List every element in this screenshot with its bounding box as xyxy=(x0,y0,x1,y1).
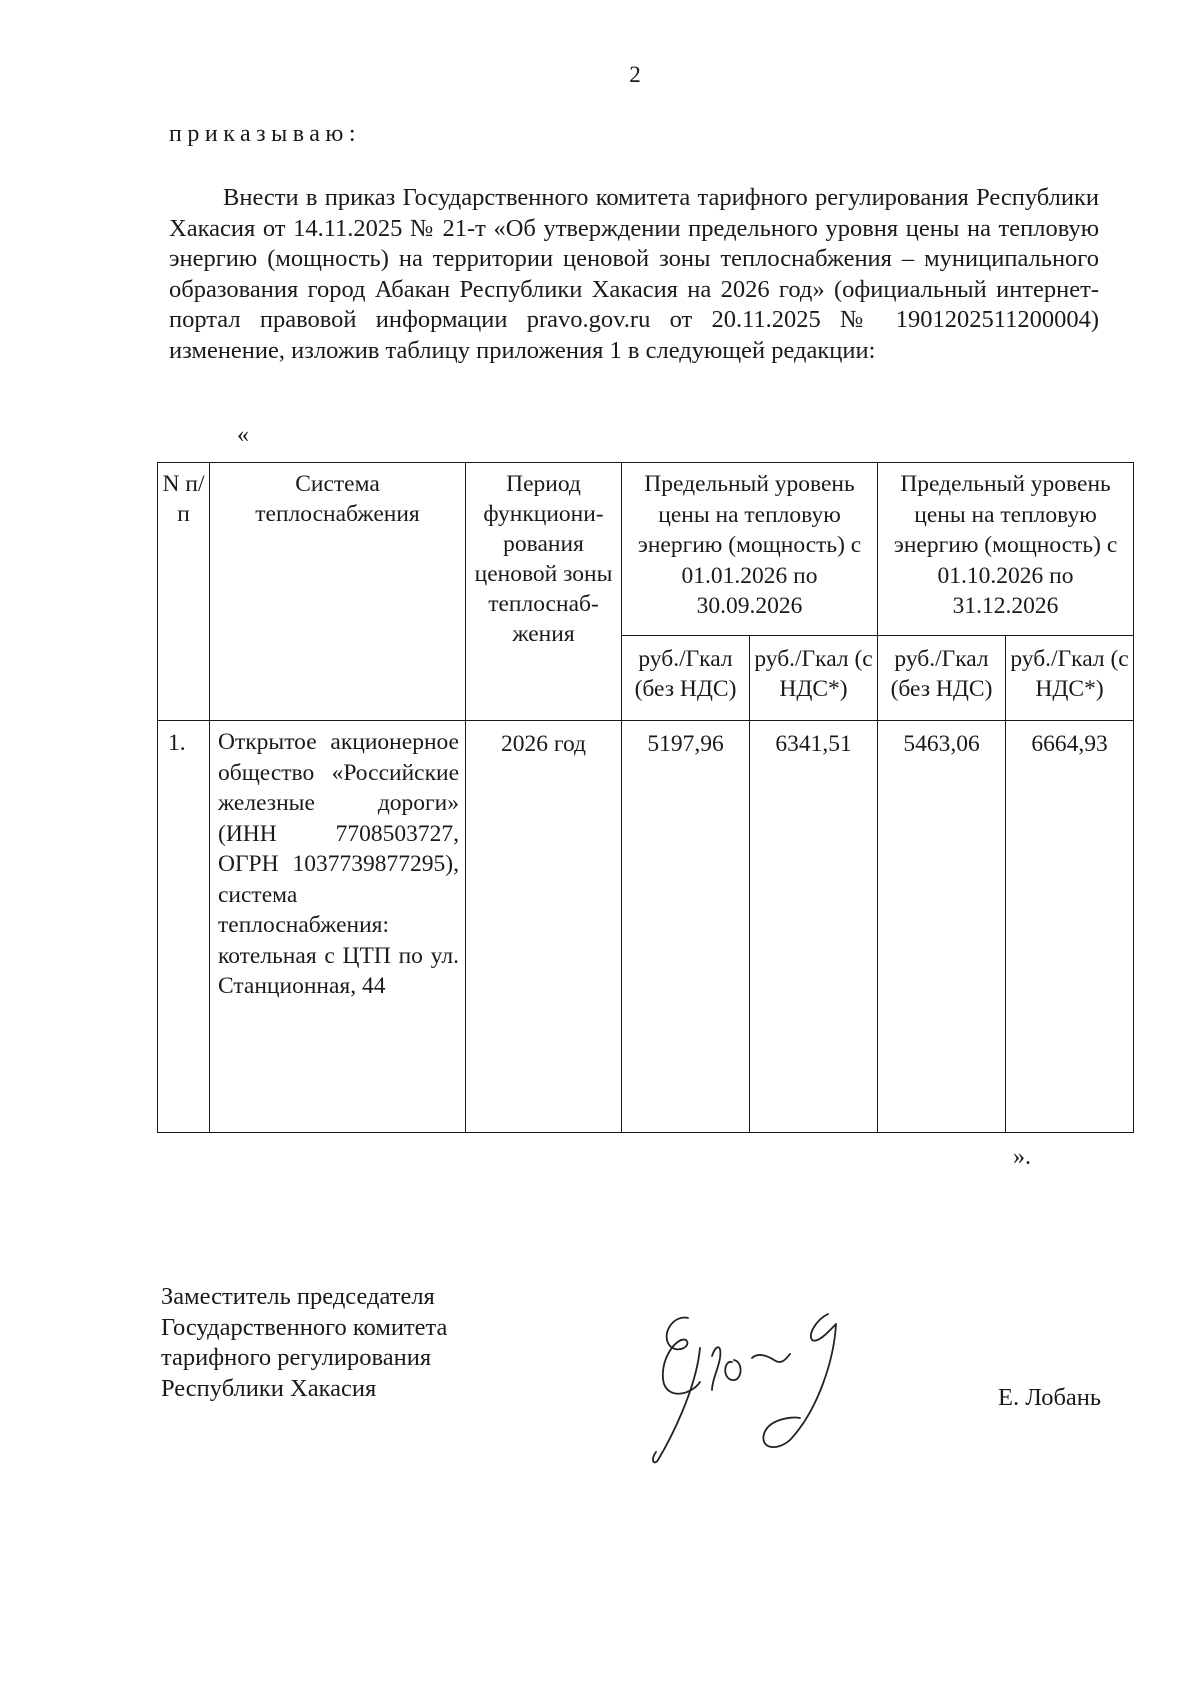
row-price1-no-vat: 5197,96 xyxy=(622,721,750,1133)
signer-title xyxy=(161,1282,447,1404)
handwritten-signature xyxy=(640,1300,880,1470)
unit-vat-1: руб./Гкал (с НДС*) xyxy=(750,636,878,721)
amendment-text: Внести в приказ Государственного комитета тарифного регулирования Республики Хакасия от 14.11.2025 № 21-т «Об утверждении предельного уровня цены на тепловую энергию (мощность) на территории ценовой зоны теплоснабжения – муниципального образования город Абакан Республики Хакасия на 2026 год» (официальный интернет-портал правовой информации pravo.gov.ru от 20.11.2025 № 1901202511200004) изменение, изложив таблицу приложения 1 в следующей редакции: xyxy=(169,184,1099,364)
unit-no-vat-1: руб./Гкал (без НДС) xyxy=(622,636,750,721)
closing-quote: ». xyxy=(1013,1144,1031,1170)
opening-quote: « xyxy=(237,422,249,448)
unit-no-vat-2: руб./Гкал (без НДС) xyxy=(878,636,1006,721)
signer-line-2: Государственного комитета xyxy=(161,1313,448,1341)
signer-line-4: Республики Хакасия xyxy=(161,1374,377,1402)
row-period: 2026 год xyxy=(466,721,622,1133)
order-word: приказываю: xyxy=(169,121,362,147)
row-system: Открытое акционерное общество «Российские железные дороги» (ИНН 7708503727, ОГРН 1037739877295), система теплоснабжения: котельная с ЦТП по ул. Станционная, 44 xyxy=(210,721,466,1133)
signer-name: Е. Лобань xyxy=(998,1384,1102,1411)
row-price1-vat: 6341,51 xyxy=(750,721,878,1133)
header-period: Период функциони-рования ценовой зоны теплоснаб-жения xyxy=(466,463,622,721)
header-system: Система теплоснабжения xyxy=(210,463,466,721)
body-paragraph xyxy=(169,183,1099,366)
page-number: 2 xyxy=(629,62,641,87)
header-price-q4: Предельный уровень цены на тепловую энергию (мощность) с 01.10.2026 по 31.12.2026 xyxy=(878,463,1134,636)
signer-line-1: Заместитель председателя xyxy=(161,1283,435,1310)
tariff-table xyxy=(157,462,1134,1133)
header-price-q1-q3: Предельный уровень цены на тепловую энергию (мощность) с 01.01.2026 по 30.09.2026 xyxy=(622,463,878,636)
row-num: 1. xyxy=(158,721,210,1133)
table-row xyxy=(158,721,1134,1133)
unit-vat-2: руб./Гкал (с НДС*) xyxy=(1006,636,1134,721)
row-price2-no-vat: 5463,06 xyxy=(878,721,1006,1133)
signer-line-3: тарифного регулирования xyxy=(161,1344,432,1371)
header-num: N п/п xyxy=(158,463,210,721)
row-price2-vat: 6664,93 xyxy=(1006,721,1134,1133)
